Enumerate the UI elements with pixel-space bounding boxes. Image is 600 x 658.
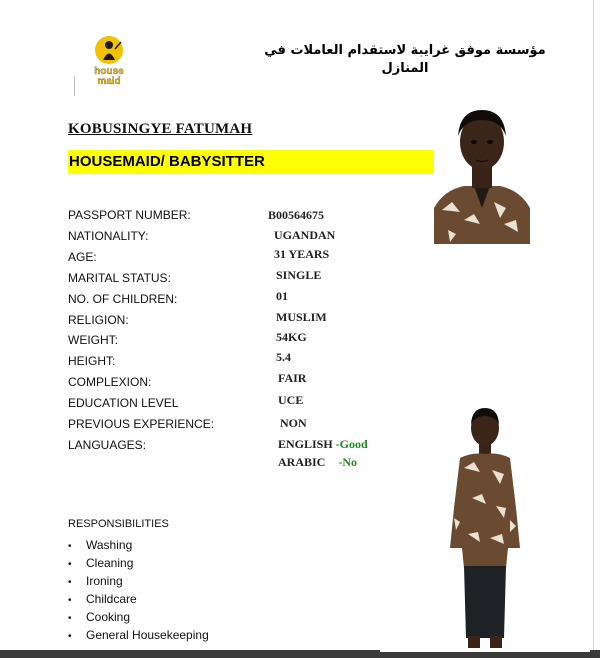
list-item: • General Housekeeping — [68, 626, 209, 644]
logo-text-maid: maid — [97, 76, 121, 87]
list-item: • Childcare — [68, 590, 209, 608]
value-children: 01 — [276, 289, 288, 303]
logo-text-house: house — [94, 66, 124, 77]
label-education: EDUCATION LEVEL — [68, 396, 179, 410]
full-body-photo — [380, 398, 590, 652]
value-marital-status: SINGLE — [276, 268, 322, 282]
language-name: ENGLISH — [278, 437, 333, 451]
label-marital-status: MARITAL STATUS: — [68, 271, 171, 285]
value-age: 31 YEARS — [274, 247, 330, 261]
value-education: UCE — [278, 393, 304, 407]
headshot-photo — [434, 90, 530, 244]
value-nationality: UGANDAN — [274, 228, 336, 242]
label-height: HEIGHT: — [68, 354, 116, 368]
label-children: NO. OF CHILDREN: — [68, 292, 178, 306]
list-item: • Cleaning — [68, 554, 209, 572]
bullet-icon: • — [68, 631, 72, 642]
bullet-icon: • — [68, 559, 72, 570]
candidate-name: KOBUSINGYE FATUMAH — [68, 121, 253, 137]
logo-divider — [74, 76, 75, 96]
label-age: AGE: — [68, 250, 97, 264]
value-language-arabic — [278, 455, 357, 470]
agency-name-arabic: مؤسسة موفق غرايبة لاستقدام العاملات في المنازل — [264, 43, 546, 76]
value-complexion: FAIR — [278, 371, 307, 385]
bullet-icon: • — [68, 577, 72, 588]
language-level: -No — [338, 455, 358, 469]
bullet-icon: • — [68, 595, 72, 606]
label-languages: LANGUAGES: — [68, 438, 147, 452]
label-religion: RELIGION: — [68, 313, 129, 327]
label-passport: PASSPORT NUMBER: — [68, 208, 191, 222]
value-experience: NON — [280, 416, 307, 430]
value-height: 5.4 — [276, 350, 291, 364]
responsibilities-heading: RESPONSIBILITIES — [68, 518, 169, 530]
value-weight: 54KG — [276, 330, 307, 344]
language-name: ARABIC — [278, 455, 326, 469]
page-edge — [593, 0, 594, 658]
company-logo — [88, 34, 130, 88]
label-weight: WEIGHT: — [68, 333, 118, 347]
bullet-icon: • — [68, 541, 72, 552]
bullet-icon: • — [68, 613, 72, 624]
candidate-profession: HOUSEMAID/ BABYSITTER — [69, 153, 265, 170]
list-item: • Ironing — [68, 572, 209, 590]
responsibilities-list — [68, 536, 209, 644]
label-complexion: COMPLEXION: — [68, 375, 152, 389]
list-item: • Cooking — [68, 608, 209, 626]
label-experience: PREVIOUS EXPERIENCE: — [68, 417, 215, 431]
value-passport: B00564675 — [268, 208, 325, 222]
list-item: • Washing — [68, 536, 209, 554]
language-level: -Good — [335, 437, 368, 451]
value-language-english — [278, 437, 368, 452]
value-religion: MUSLIM — [276, 310, 327, 324]
label-nationality: NATIONALITY: — [68, 229, 149, 243]
